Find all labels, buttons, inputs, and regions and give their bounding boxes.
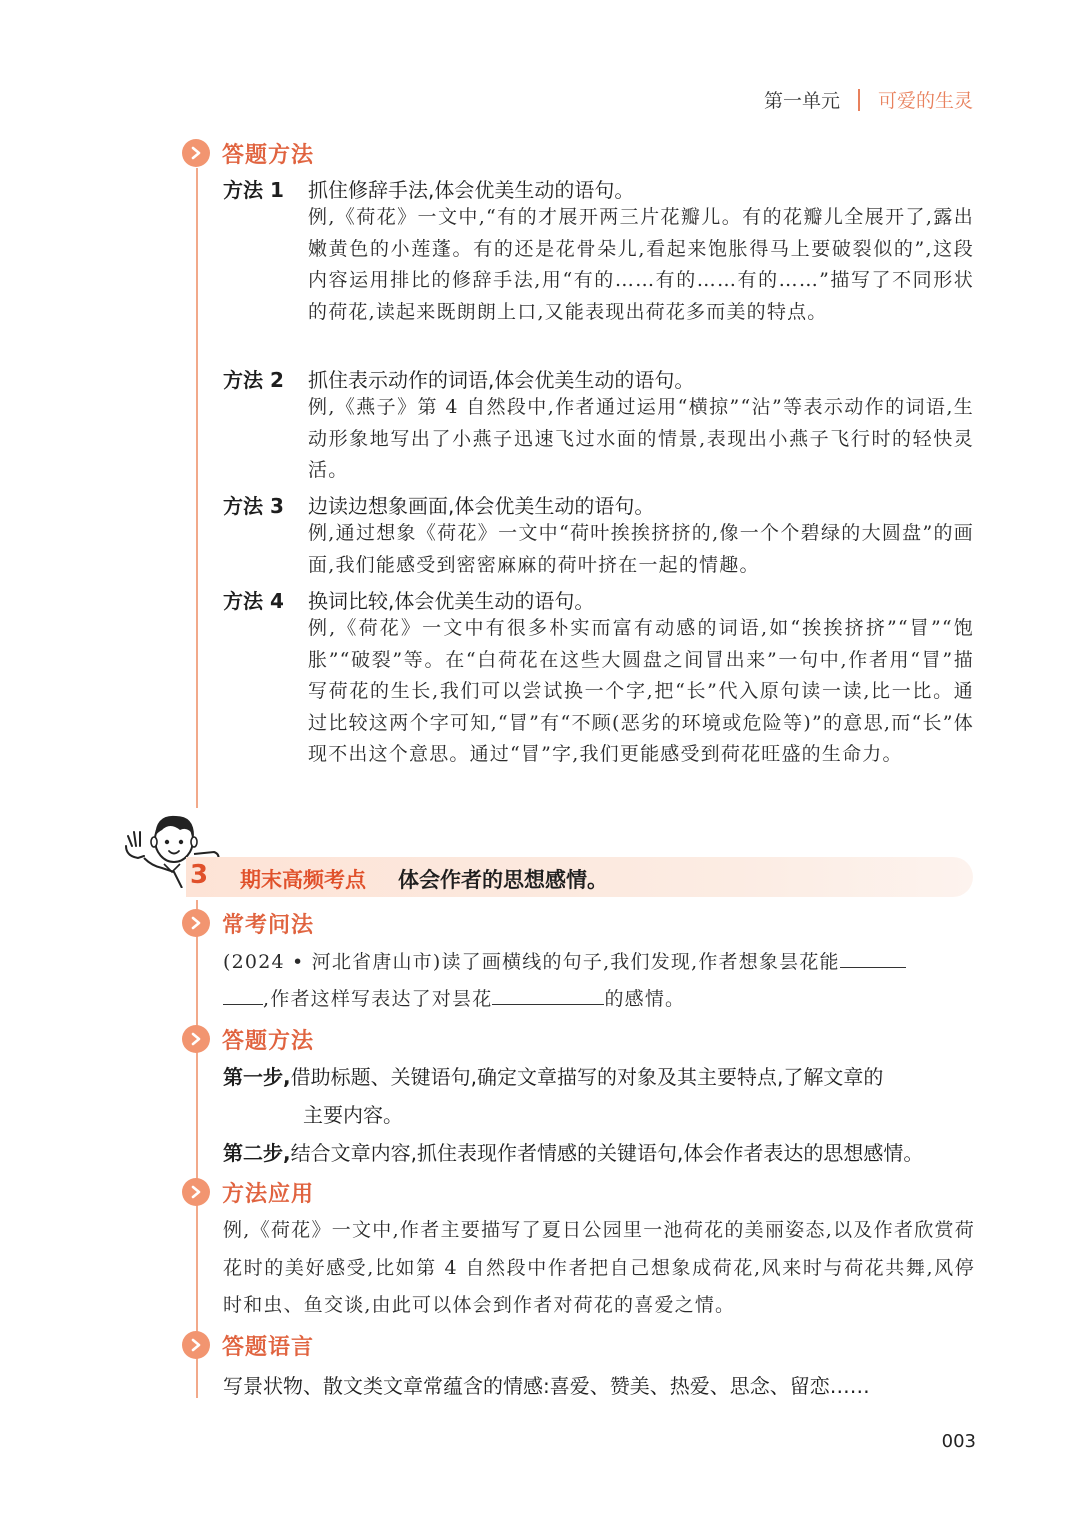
method-example: 例,《燕子》第 4 自然段中,作者通过运用“横掠”“沾”等表示动作的词语,生动形象地写出了小燕子迅速飞过水面的情景,表现出小燕子飞行时的轻快灵活。 [308,396,974,482]
section-heading-label: 答题方法 [222,142,315,168]
chevron-right-icon [182,1331,210,1359]
method-label: 方法 4 [223,589,284,613]
guide-line-top [196,168,198,808]
method-title: 抓住表示动作的词语,体会优美生动的语句。 [308,368,695,392]
answer-blank [223,984,263,1005]
header-divider [858,89,860,111]
step-two [223,1135,979,1172]
topic-text: 体会作者的思想感情。 [398,868,608,892]
step-label: 第一步, [223,1065,291,1089]
question-text: ,作者这样写表达了对昙花 [263,988,493,1010]
method-title: 换词比较,体会优美生动的语句。 [308,589,595,613]
section-heading-label: 常考问法 [222,912,315,938]
chevron-right-icon [182,1178,210,1206]
answer-blank [492,984,604,1005]
method-example: 例,《荷花》一文中,“有的才展开两三片花瓣儿。有的花瓣儿全展开了,露出嫩黄色的小莲蓬。有的还是花骨朵儿,看起来饱胀得马上要破裂似的”,这段内容运用排比的修辞手法,用“有的……有的……有的……”描写了不同形状的荷花,读起来既朗朗上口,又能表现出荷花多而美的特点。 [308,206,974,323]
chevron-right-icon [182,1025,210,1053]
section-heading-language [182,1329,314,1361]
guide-line-bottom [196,900,198,1398]
chevron-right-icon [182,909,210,937]
answer-language-text: 写景状物、散文类文章常蕴含的情感:喜爱、赞美、热爱、思念、留恋…… [223,1374,870,1398]
section-heading-label: 方法应用 [222,1181,315,1207]
chevron-right-icon [182,139,210,167]
section-heading-label: 答题语言 [222,1334,315,1360]
step-one-continued: 主要内容。 [303,1103,403,1127]
method-example: 例,《荷花》一文中有很多朴实而富有动感的词语,如“挨挨挤挤”“冒”“饱胀”“破裂”等。在“白荷花在这些大圆盘之间冒出来”一句中,作者用“冒”描写荷花的生长,我们可以尝试换一个字,把“长”代入原句读一读,比一比。通过比较这两个字可知,“冒”有“不顾(恶劣的环境或危险等)”的意思,而“长”体现不出这个意思。通过“冒”字,我们更能感受到荷花旺盛的生命力。 [308,617,974,766]
answer-blank [840,947,906,968]
section-heading-application [182,1176,314,1208]
step-one [223,1059,979,1096]
method-label: 方法 2 [223,368,284,392]
section-heading-methods [182,137,314,169]
topic-number: 3 [190,860,209,890]
exam-question [223,944,975,1018]
step-text: 借助标题、关键语句,确定文章描写的对象及其主要特点,了解文章的 [290,1065,884,1089]
application-text: 例,《荷花》一文中,作者主要描写了夏日公园里一池荷花的美丽姿态,以及作者欣赏荷花时的美好感受,比如第 4 自然段中作者把自己想象成荷花,风来时与荷花共舞,风停时和虫、鱼交谈,由此可以体会到作者对荷花的喜爱之情。 [223,1219,975,1316]
step-text: 结合文章内容,抓住表现作者情感的关键语句,体会作者表达的思想感情。 [290,1141,924,1165]
running-header [764,86,973,113]
method-title: 抓住修辞手法,体会优美生动的语句。 [308,178,635,202]
method-example: 例,通过想象《荷花》一文中“荷叶挨挨挤挤的,像一个个碧绿的大圆盘”的画面,我们能感受到密密麻麻的荷叶挤在一起的情趣。 [308,522,974,576]
section-heading-question [182,907,314,939]
unit-label: 第一单元 [763,90,840,112]
method-label: 方法 3 [223,494,284,518]
method-title: 边读边想象画面,体会优美生动的语句。 [308,494,655,518]
page-number: 003 [941,1431,976,1452]
unit-title: 可爱的生灵 [877,90,973,112]
topic-tag: 期末高频考点 [240,868,366,892]
section-heading-label: 答题方法 [222,1028,315,1054]
method-label: 方法 1 [223,178,284,202]
step-label: 第二步, [223,1141,291,1165]
section-heading-steps [182,1023,314,1055]
question-text: (2024 • 河北省唐山市)读了画横线的句子,我们发现,作者想象昙花能 [223,951,840,973]
question-text: 的感情。 [604,988,686,1010]
